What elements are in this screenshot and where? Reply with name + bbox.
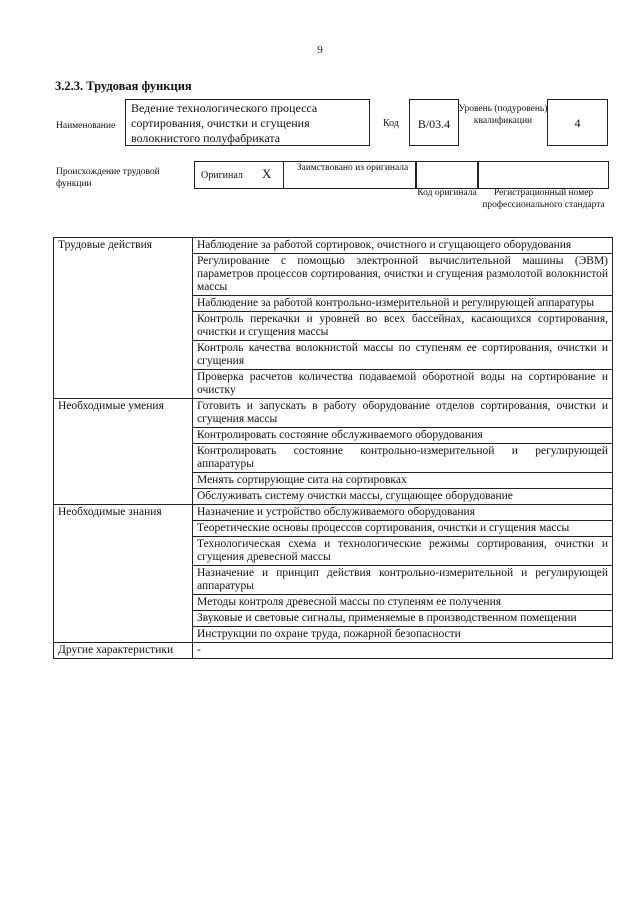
original-code-cell <box>416 161 478 189</box>
section-item: Контролировать состояние обслуживаемого оборудования <box>193 428 613 444</box>
section-heading: Трудовые действия <box>54 238 193 399</box>
section-heading: Другие характеристики <box>54 643 193 659</box>
section-item: Назначение и принцип действия контрольно-измерительной и регулирующей аппаратуры <box>193 566 613 595</box>
section-item: Инструкции по охране труда, пожарной безопасности <box>193 627 613 643</box>
page-number: 9 <box>317 44 323 56</box>
section-heading: Необходимые знания <box>54 505 193 643</box>
section-heading: Необходимые умения <box>54 399 193 505</box>
function-table <box>53 237 613 659</box>
level-label: Уровень (подуровень) квалификации <box>458 104 548 126</box>
level-value: 4 <box>547 99 608 146</box>
original-mark: X <box>262 166 272 181</box>
section-item: Теоретические основы процессов сортирования, очистки и сгущения массы <box>193 521 613 537</box>
name-value: Ведение технологического процесса сортирования, очистки и сгущения волокнистого полуфабриката <box>125 99 370 146</box>
section-item: Технологическая схема и технологические режимы сортирования, очистки и сгущения древесной массы <box>193 537 613 566</box>
section-item: Наблюдение за работой сортировок, очистного и сгущающего оборудования <box>193 238 613 254</box>
section-item: Обслуживать систему очистки массы, сгущающее оборудование <box>193 489 613 505</box>
section-item: Готовить и запускать в работу оборудование отделов сортирования, очистки и сгущения массы <box>193 399 613 428</box>
section-title: 3.2.3. Трудовая функция <box>55 79 192 93</box>
name-label: Наименование <box>56 121 116 131</box>
original-code-label: Код оригинала <box>417 188 477 198</box>
code-label: Код <box>383 118 399 129</box>
section-item: Проверка расчетов количества подаваемой оборотной воды на сортирование и очистку <box>193 370 613 399</box>
section-item: - <box>193 643 613 659</box>
origin-label: Происхождение трудовой функции <box>56 167 160 189</box>
section-item: Назначение и устройство обслуживаемого оборудования <box>193 505 613 521</box>
section-item: Контроль перекачки и уровней во всех бассейнах, касающихся сортирования, очистки и сгущения массы <box>193 312 613 341</box>
table-row <box>54 238 613 254</box>
borrowed-label: Заимствовано из оригинала <box>296 163 409 173</box>
section-item: Контроль качества волокнистой массы по ступеням ее сортирования, очистки и сгущения <box>193 341 613 370</box>
reg-number-label: Регистрационный номер профессионального стандарта <box>482 188 605 210</box>
code-value: B/03.4 <box>409 99 459 146</box>
table-row <box>54 399 613 428</box>
section-item: Методы контроля древесной массы по ступеням ее получения <box>193 595 613 611</box>
section-item: Контролировать состояние контрольно-измерительной и регулирующей аппаратуры <box>193 444 613 473</box>
section-item: Регулирование с помощью электронной вычислительной машины (ЭВМ) параметров процессов сортирования, очистки и сгущения размолотой волокнистой массы <box>193 254 613 296</box>
section-item: Наблюдение за работой контрольно-измерительной и регулирующей аппаратуры <box>193 296 613 312</box>
table-row <box>54 505 613 521</box>
original-label: Оригинал <box>201 170 243 181</box>
table-row <box>54 643 613 659</box>
section-item: Менять сортирующие сита на сортировках <box>193 473 613 489</box>
section-item: Звуковые и световые сигналы, применяемые в производственном помещении <box>193 611 613 627</box>
reg-number-cell <box>478 161 609 189</box>
